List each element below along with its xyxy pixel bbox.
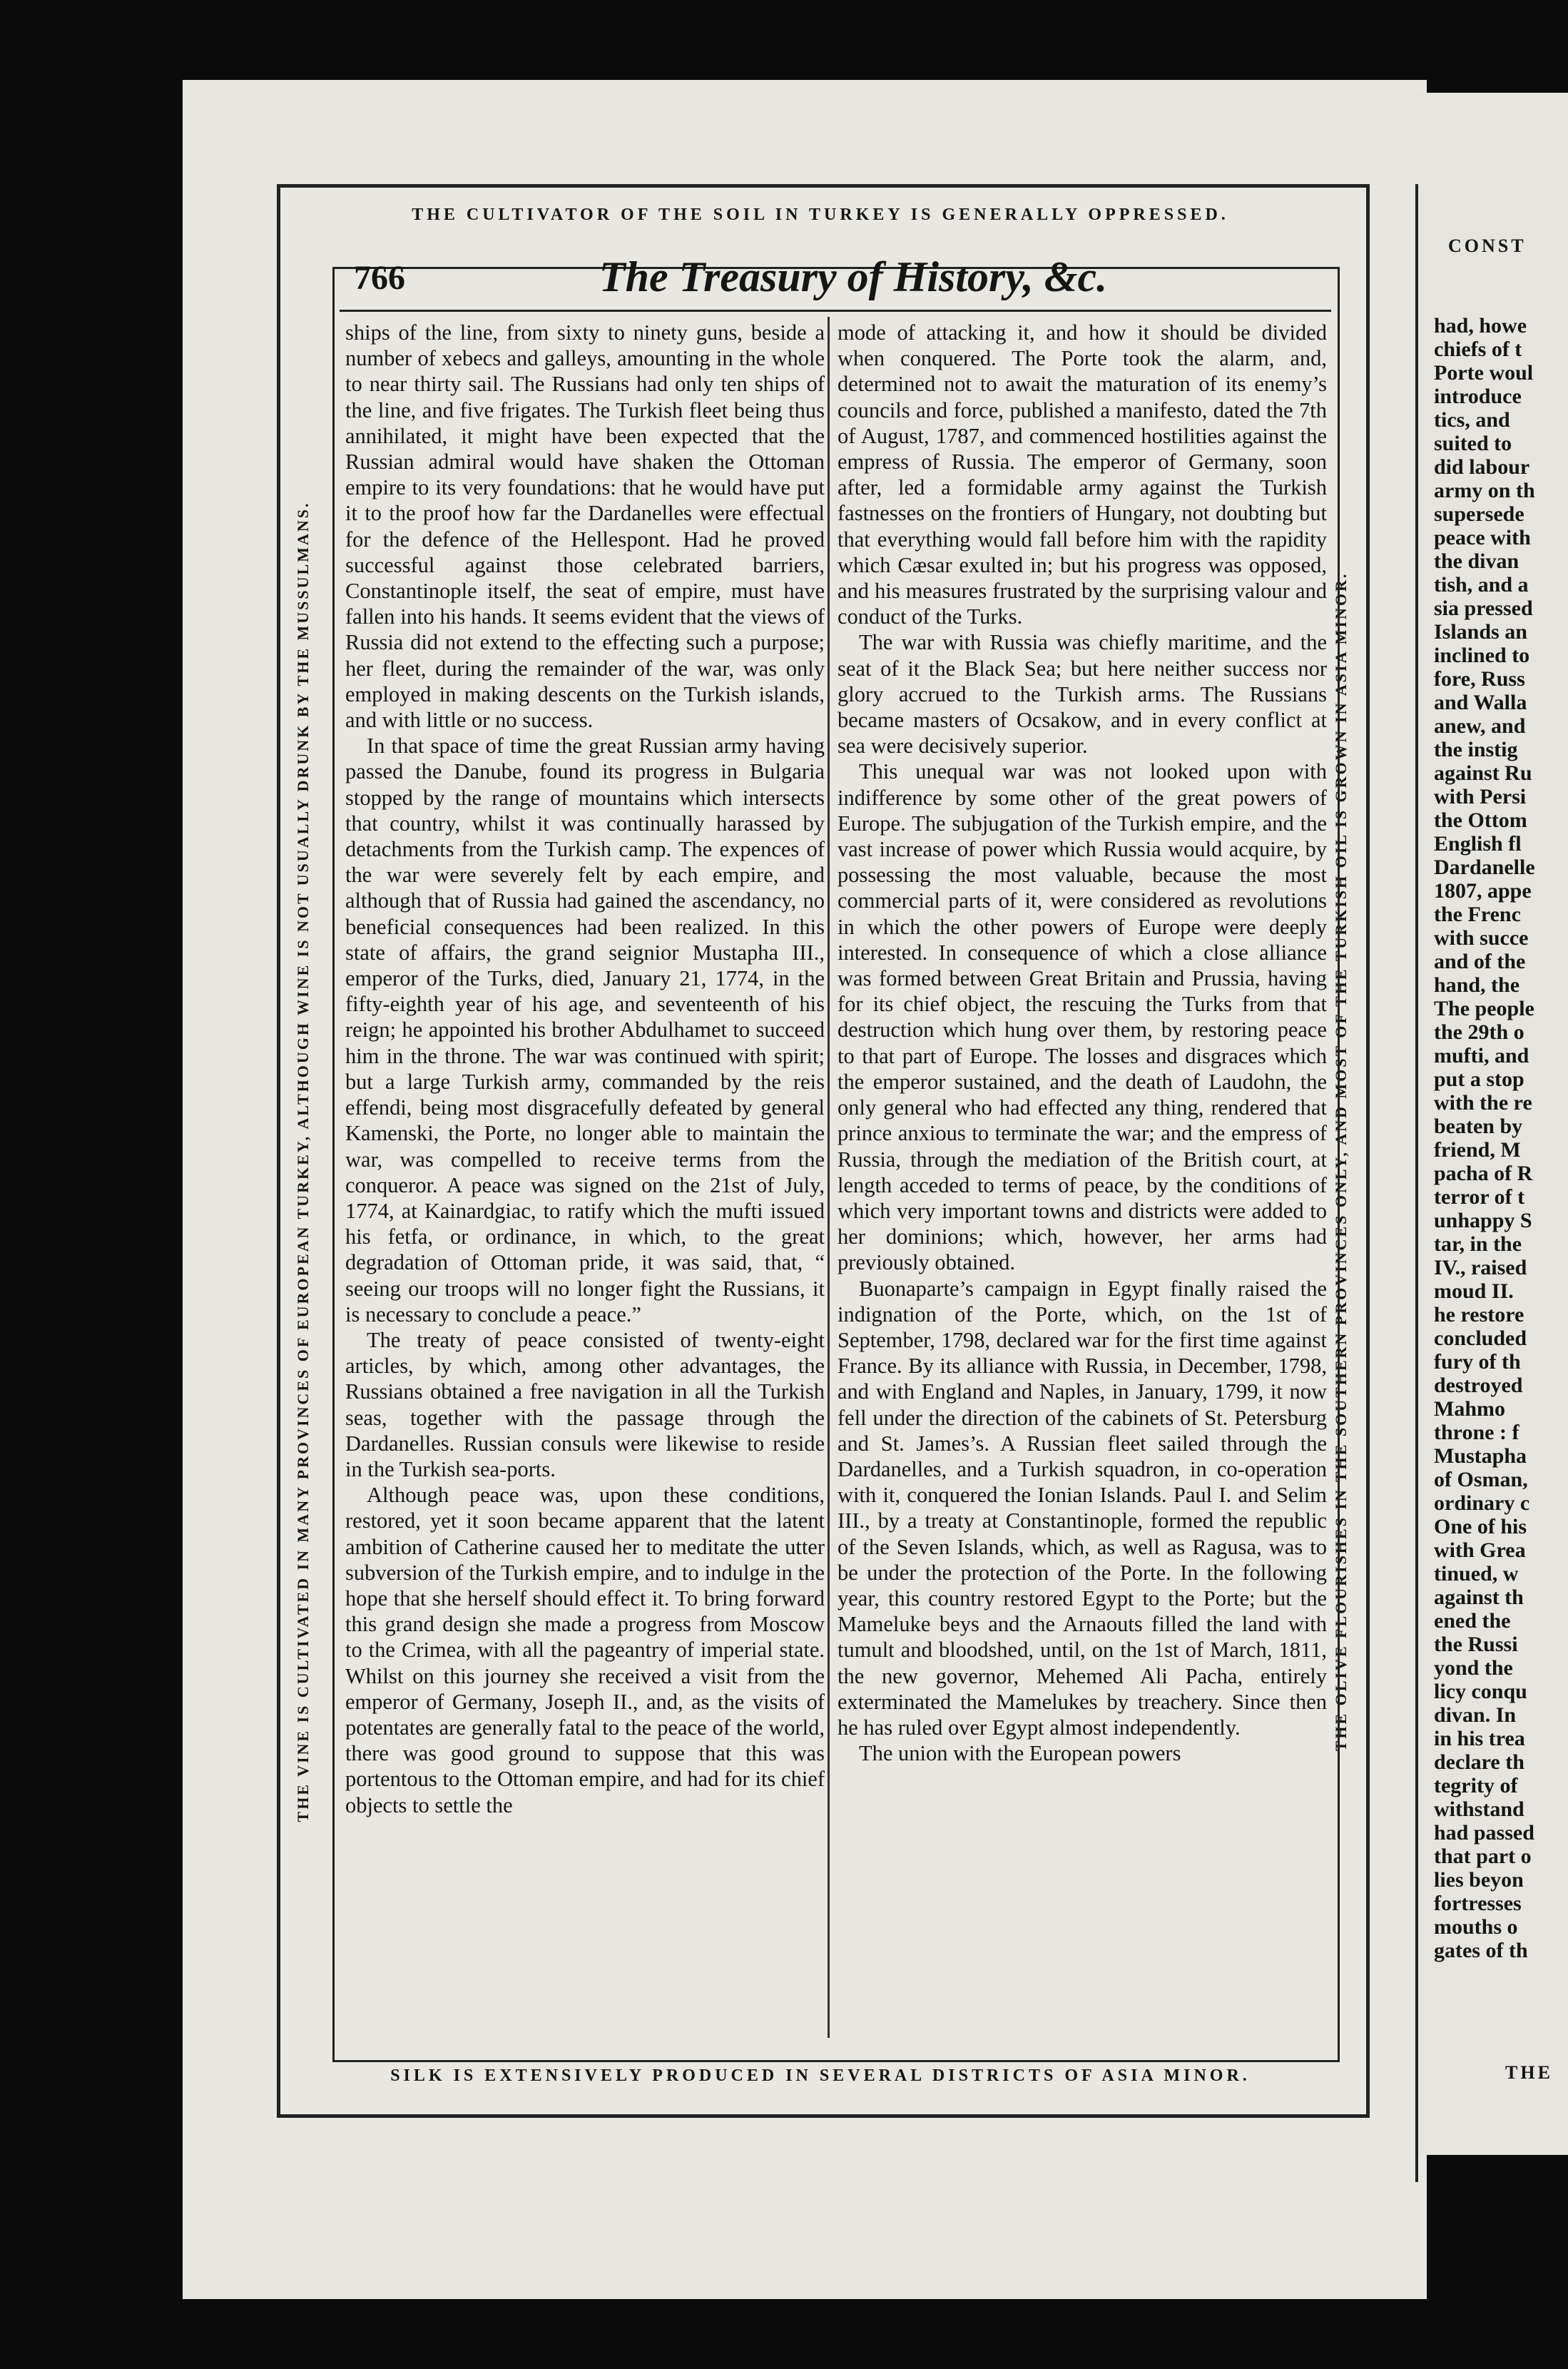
paragraph: In that space of time the great Russian army having passed the Danube, found its progress in Bulgaria stopped by the range of mountains which intersects that country, whilst it was continually harassed by detachments from the Turkish camp. The expences of the war were severely felt by each empire, and although that of Russia had gained the ascendancy, no beneficial consequences had been realized. In this state of affairs, the grand seignior Mustapha III., emperor of the Turks, died, January 21, 1774, in the fifty-eighth year of his age, and seventeenth of his reign; he appointed his brother Abdulhamet to succeed him in the throne. The war was continued with spirit; but a large Turkish army, commanded by the reis effendi, being most disgracefully defeated by general Kamenski, the Porte, no longer able to maintain the war, was compelled to receive terms from the conqueror. A peace was signed on the 21st of July, 1774, at Kainardgiac, to ratify which the mufti issued his fetfa, or ordinance, in which, to the great degradation of Ottoman pride, it was said, that, “ seeing our troops will no longer fight the Russians, it is necessary to conclude a peace.” — [345, 734, 825, 1326]
next-page-line: destroyed — [1434, 1374, 1523, 1397]
next-page-line: Mahmo — [1434, 1397, 1505, 1421]
next-page-line: the 29th o — [1434, 1020, 1524, 1044]
next-page-line: the instig — [1434, 738, 1518, 761]
next-page-line: he restore — [1434, 1303, 1524, 1326]
next-page-line: the Ottom — [1434, 808, 1527, 832]
next-page-line: had, howe — [1434, 314, 1527, 338]
next-page-line: licy conqu — [1434, 1680, 1527, 1703]
right-margin-note: THE OLIVE FLOURISHES IN THE SOUTHERN PROVINCES ONLY, AND MOST OF THE TURKISH OIL IS GROWN IN ASIA MINOR. — [1332, 572, 1350, 1752]
next-page-line: tics, and — [1434, 408, 1510, 432]
paragraph: The union with the European powers — [859, 1741, 1181, 1766]
next-page-text — [1434, 314, 1568, 2084]
next-page-line: with Persi — [1434, 785, 1527, 808]
next-page-line: sia pressed — [1434, 597, 1533, 620]
next-page-line: tar, in the — [1434, 1232, 1522, 1256]
next-page-line: tish, and a — [1434, 573, 1529, 597]
next-page-line: peace with — [1434, 526, 1531, 549]
next-page-line: inclined to — [1434, 644, 1530, 667]
next-page-line: beaten by — [1434, 1115, 1523, 1138]
next-page-line: declare th — [1434, 1750, 1524, 1774]
next-page-line: tinued, w — [1434, 1562, 1519, 1586]
next-page-line: friend, M — [1434, 1138, 1521, 1162]
paragraph: mode of attacking it, and how it should be divided when conquered. The Porte took the alarm, and, determined not to await the maturation of its enemy’s councils and force, published a manifesto, dated the 7th of August, 1787, and commenced hostilities against the empress of Russia. The emperor of Germany, soon after, led a formidable army against the Turkish fastnesses on the frontiers of Hungary, not doubting but that everything would fall before him with the rapidity which Cæsar exulted in; but his progress was opposed, and his measures frustrated by the surprising valour and conduct of the Turks. — [838, 320, 1327, 629]
next-page-line: Mustapha — [1434, 1444, 1527, 1468]
next-page-line: hand, the — [1434, 973, 1520, 997]
page-title: The Treasury of History, &c. — [599, 253, 1108, 300]
next-page-line: the Russi — [1434, 1633, 1518, 1656]
next-page-line: tegrity of — [1434, 1774, 1518, 1797]
next-page-header: CONST — [1448, 235, 1527, 256]
left-margin-note: THE VINE IS CULTIVATED IN MANY PROVINCES OF EUROPEAN TURKEY, ALTHOUGH WINE IS NOT USUALLY DRUNK BY THE MUSSULMANS. — [294, 501, 312, 1822]
next-page-line: of Osman, — [1434, 1468, 1528, 1491]
paragraph: The war with Russia was chiefly maritime, and the seat of it the Black Sea; but here neither success nor glory accrued to the Turkish arms. The Russians became masters of Ocsakow, and in every conflict at sea were decisively superior. — [838, 630, 1327, 759]
next-page-line: suited to — [1434, 432, 1512, 455]
next-page-line: supersede — [1434, 502, 1524, 526]
next-page-line: throne : f — [1434, 1421, 1519, 1444]
next-page-line: with succe — [1434, 926, 1529, 950]
next-page-line: against th — [1434, 1586, 1524, 1609]
next-page-line: had passed — [1434, 1821, 1534, 1845]
bottom-margin-note: SILK IS EXTENSIVELY PRODUCED IN SEVERAL DISTRICTS OF ASIA MINOR. — [390, 2066, 1251, 2085]
next-page-line: fury of th — [1434, 1350, 1521, 1374]
next-page-line: terror of t — [1434, 1185, 1525, 1209]
next-page-line: chiefs of t — [1434, 338, 1522, 361]
next-page-line: with the re — [1434, 1091, 1532, 1115]
right-column — [838, 320, 1327, 2041]
next-page-line: Porte woul — [1434, 361, 1534, 385]
next-page-line: against Ru — [1434, 761, 1532, 785]
next-page-line: pacha of R — [1434, 1162, 1533, 1185]
next-page-bottom-note: THE — [1505, 2062, 1553, 2083]
running-header — [340, 245, 1331, 312]
next-page-line: ened the — [1434, 1609, 1511, 1633]
next-page-line: withstand — [1434, 1797, 1524, 1821]
next-page-line: and of the — [1434, 950, 1526, 973]
next-page-line: 1807, appe — [1434, 879, 1532, 903]
next-page-line: introduce — [1434, 385, 1522, 408]
next-page-line: army on th — [1434, 479, 1535, 502]
next-page-line: divan. In — [1434, 1703, 1517, 1727]
paragraph: This unequal war was not looked upon with indifference by some other of the great powers of Europe. The subjugation of the Turkish empire, and the vast increase of power which Russia would acquire, by possessing the most valuable, because the most commercial parts of it, were considered as revolutions in which the other powers of Europe were deeply interested. In consequence of which a close alliance was formed between Great Britain and Prussia, having for its chief object, the rescuing the Turks from that destruction which hung over them, by restoring peace to that part of Europe. The losses and disgraces which the emperor sustained, and the death of Laudohn, the only general who had effected any thing, rendered that prince anxious to terminate the war; and the empress of Russia, through the mediation of the British court, at length acceded to terms of peace, by the conditions of which very important towns and districts were added to her dominions; which, however, her arms had previously obtained. — [838, 759, 1327, 1275]
next-page-line: One of his — [1434, 1515, 1527, 1538]
next-page-line: concluded — [1434, 1326, 1527, 1350]
next-page-line: IV., raised — [1434, 1256, 1527, 1279]
next-page-line: the divan — [1434, 549, 1519, 573]
left-column — [345, 320, 825, 2041]
paragraph: ships of the line, from sixty to ninety guns, beside a number of xebecs and galleys, amounting in the whole to near thirty sail. The Russians had only ten ships of the line, and five frigates. The Turkish fleet being thus annihilated, it might have been expected that the Russian admiral would have shaken the Ottoman empire to its very foundations: that he would have put it to the proof how far the Dardanelles were effectual for the defence of the Hellespont. Had he proved successful against those celebrated barriers, Constantinople itself, the seat of empire, must have fallen into his hands. It seems evident that the views of Russia did not extend to the effecting such a purpose; her fleet, during the remainder of the war, was only employed in making descents on the Turkish islands, and with little or no success. — [345, 320, 825, 733]
next-page-line: unhappy S — [1434, 1209, 1532, 1232]
next-page-line: fore, Russ — [1434, 667, 1525, 691]
next-page-line: gates of th — [1434, 1939, 1528, 1962]
next-page-line: English fl — [1434, 832, 1522, 856]
paragraph: Buonaparte’s campaign in Egypt finally raised the indignation of the Porte, which, on the 1st of September, 1798, declared war for the first time against France. By its alliance with Russia, in December, 1798, and with England and Naples, in January, 1799, it now fell under the direction of the cabinets of St. Petersburg and St. James’s. A Russian fleet sailed through the Dardanelles, and a Turkish squadron, in co-operation with it, conquered the Ionian Islands. Paul I. and Selim III., by a treaty at Constantinople, formed the republic of the Seven Islands, which, as well as Ragusa, was to be under the protection of the Porte. In the following year, this country restored Egypt to the Porte; but the Mameluke beys and the Arnaouts filled the land with tumult and bloodshed, until, on the 1st of March, 1811, the new governor, Mehemed Ali Pacha, entirely exterminated the Mamelukes by treachery. Since then he has ruled over Egypt almost independently. — [838, 1276, 1327, 1740]
next-page-line: the Frenc — [1434, 903, 1521, 926]
next-page-line: mouths o — [1434, 1915, 1518, 1939]
next-page-line: anew, and — [1434, 714, 1526, 738]
paragraph: Although peace was, upon these conditions, restored, yet it soon became apparent that the latent ambition of Catherine caused her to meditate the utter subversion of the Turkish empire, and to indulge in the hope that she herself should effect it. To bring forward this grand design she made a progress from Moscow to the Crimea, with all the pageantry of imperial state. Whilst on this journey she received a visit from the emperor of Germany, Joseph II., and, as the visits of potentates are generally fatal to the peace of the world, there was good ground to suppose that this was portentous to the Ottoman empire, and had for its chief objects to settle the — [345, 1483, 825, 1817]
page-number: 766 — [354, 259, 405, 297]
next-page-line: with Grea — [1434, 1538, 1526, 1562]
next-page-line: mufti, and — [1434, 1044, 1529, 1067]
top-margin-note: THE CULTIVATOR OF THE SOIL IN TURKEY IS GENERALLY OPPRESSED. — [412, 206, 1229, 224]
next-page-line: and Walla — [1434, 691, 1527, 714]
next-page-line: Islands an — [1434, 620, 1527, 644]
next-page-line: ordinary c — [1434, 1491, 1530, 1515]
next-page-line: lies beyon — [1434, 1868, 1524, 1892]
next-page-line: put a stop — [1434, 1067, 1524, 1091]
next-page-line: fortresses — [1434, 1892, 1522, 1915]
column-divider — [828, 317, 830, 2038]
next-page-line: Dardanelle — [1434, 856, 1535, 879]
next-page-line: that part o — [1434, 1845, 1532, 1868]
next-page-line: in his trea — [1434, 1727, 1525, 1750]
next-page-line: did labour — [1434, 455, 1530, 479]
next-page-line: moud II. — [1434, 1279, 1514, 1303]
paragraph: The treaty of peace consisted of twenty-eight articles, by which, among other advantages, the Russians obtained a free navigation in all the Turkish seas, together with the passage through the Dardanelles. Russian consuls were likewise to reside in the Turkish sea-ports. — [345, 1327, 825, 1481]
next-page-line: The people — [1434, 997, 1534, 1020]
next-page-line: yond the — [1434, 1656, 1513, 1680]
